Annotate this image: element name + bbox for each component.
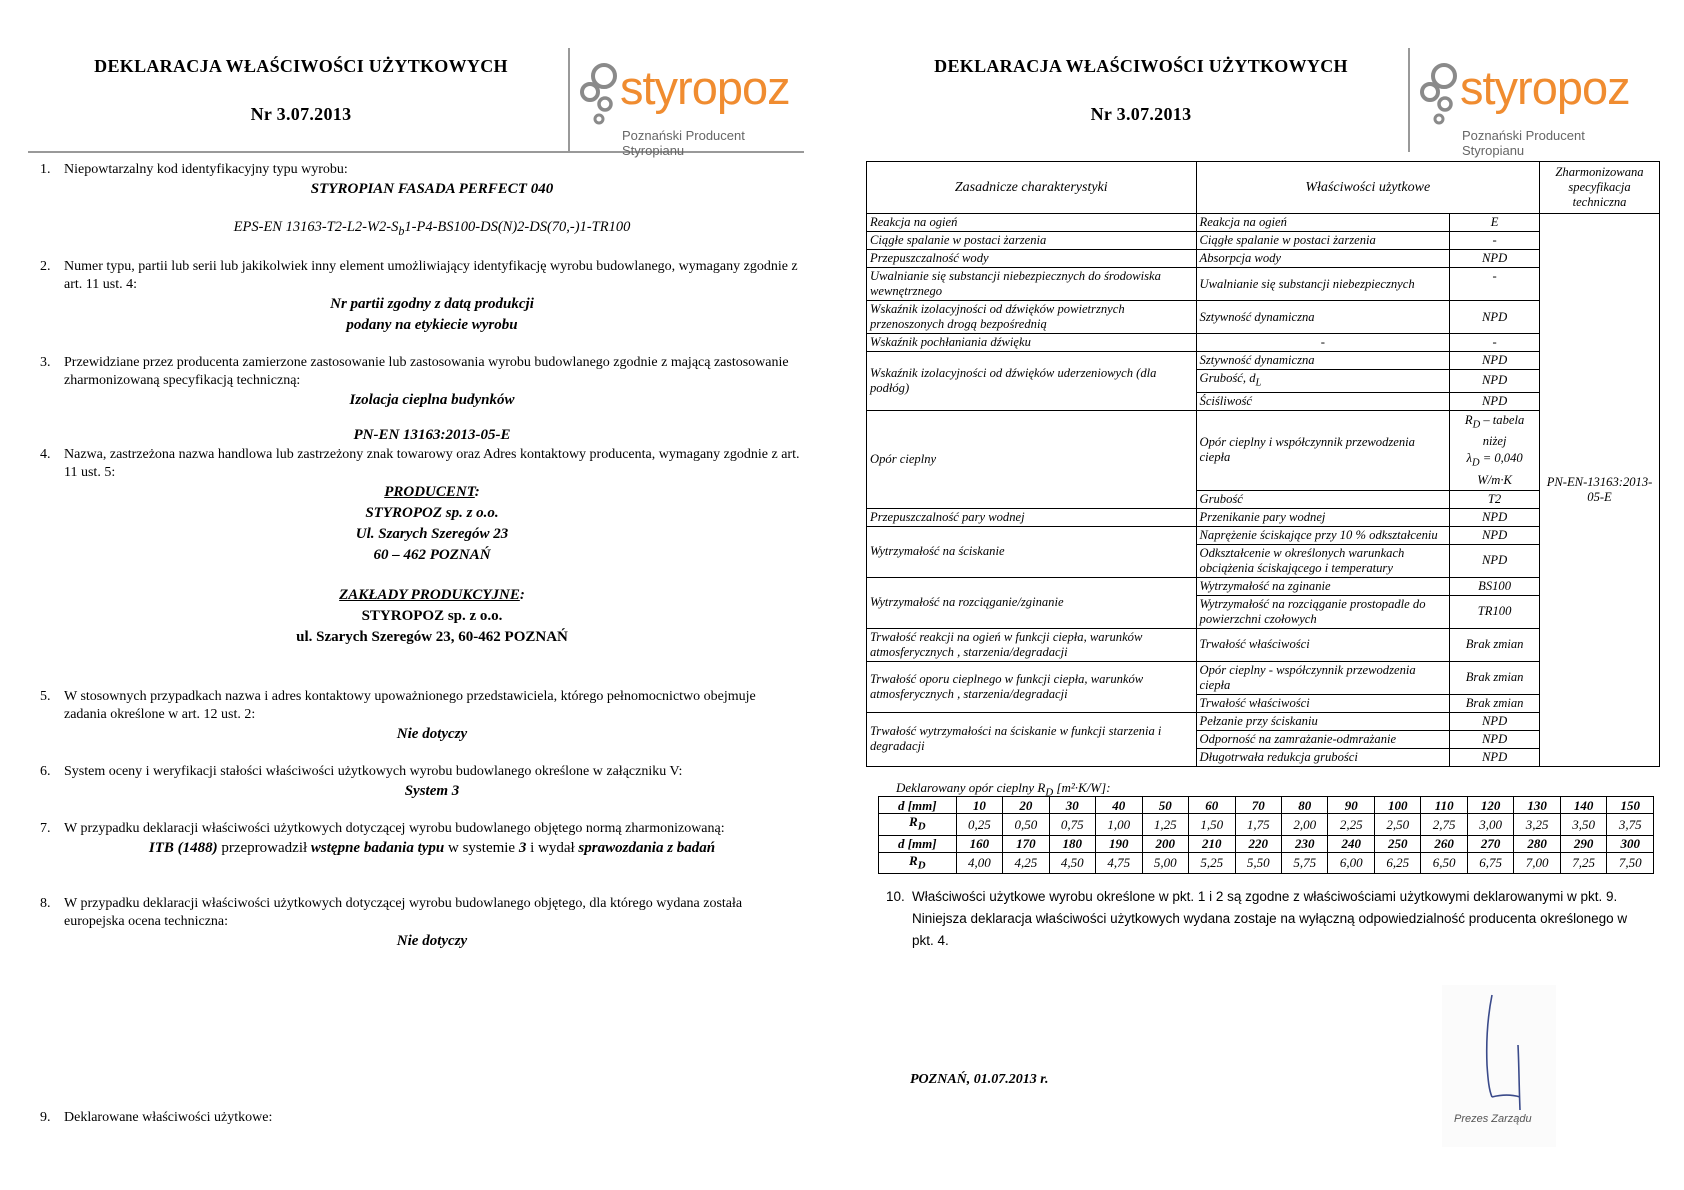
performance-cell: Absorpcja wody <box>1196 250 1450 268</box>
resistance-row <box>879 852 1654 874</box>
item-text: W stosownych przypadkach nazwa i adres kontaktowy upoważnionego przedstawiciela, którego pełnomocnictwo obejmuje zadania określone w art. 12 ust. 2: <box>64 688 756 722</box>
thickness-cell: 70 <box>1235 797 1281 814</box>
item-2 <box>40 258 800 336</box>
resistance-cell: 2,50 <box>1374 814 1420 836</box>
producer-name: STYROPOZ sp. z o.o. <box>365 504 499 521</box>
item-text: W przypadku deklaracji właściwości użytkowych dotyczącej wyrobu budowlanego objętego normą zharmonizowaną: <box>64 820 725 836</box>
styropoz-logo <box>578 56 800 158</box>
thickness-cell: 130 <box>1514 797 1560 814</box>
producer-label: PRODUCENT: <box>384 483 480 500</box>
cell-text: R <box>1464 412 1473 427</box>
resistance-cell: 0,25 <box>956 814 1002 836</box>
label-text: R <box>909 814 918 829</box>
performance-cell <box>1196 370 1450 393</box>
characteristic-cell: Wskaźnik pochłaniania dźwięku <box>867 334 1197 352</box>
row-label: d [mm] <box>879 797 957 814</box>
label-text: R <box>909 852 918 868</box>
thickness-cell: 160 <box>956 835 1002 852</box>
thickness-row <box>879 835 1654 852</box>
header-divider <box>568 48 570 152</box>
item-text: Deklarowane właściwości użytkowe: <box>64 1110 273 1125</box>
plants-label-text: ZAKŁADY PRODUKCYJNE <box>339 586 520 603</box>
resistance-cell: 6,50 <box>1421 852 1467 874</box>
value-cell: - <box>1450 334 1540 352</box>
item-text: System oceny i weryfikacji stałości właściwości użytkowych wyrobu budowlanego określone w załączniku V: <box>64 763 683 779</box>
characteristic-cell: Wskaźnik izolacyjności od dźwięków powietrznych przenoszonych drogą bezpośrednią <box>867 301 1197 334</box>
item-text: Przewidziane przez producenta zamierzone zastosowanie lub zastosowania wyrobu budowlanego zgodnie z mającą zastosowanie zharmonizowaną specyfikacją techniczną: <box>64 354 789 388</box>
characteristics-table <box>866 161 1660 767</box>
document-title: DEKLARACJA WŁAŚCIWOŚCI UŻYTKOWYCH <box>94 56 508 76</box>
resistance-cell: 4,25 <box>1003 852 1049 874</box>
thickness-cell: 220 <box>1235 835 1281 852</box>
item-number: 6. <box>40 763 51 779</box>
representative-value: Nie dotyczy <box>396 725 468 742</box>
item-4 <box>40 446 800 648</box>
code-sub: b <box>398 223 405 238</box>
value-cell: BS100 <box>1450 577 1540 595</box>
characteristic-cell: Trwałość wytrzymałości na ściskanie w funkcji starzenia i degradacji <box>867 712 1197 766</box>
thickness-cell: 230 <box>1281 835 1327 852</box>
resistance-cell: 4,50 <box>1049 852 1095 874</box>
performance-cell: Opór cieplny - współczynnik przewodzenia ciepła <box>1196 661 1450 694</box>
spec-cell: PN-EN-13163:2013-05-E <box>1540 214 1660 767</box>
resistance-cell: 5,25 <box>1189 852 1235 874</box>
caption-sub: D <box>1045 786 1054 799</box>
performance-cell: Trwałość właściwości <box>1196 628 1450 661</box>
bubbles-icon <box>578 62 626 132</box>
resistance-cell: 3,00 <box>1467 814 1513 836</box>
text-part: i wydał <box>526 839 579 856</box>
performance-cell: Opór cieplny i współczynnik przewodzenia ciepła <box>1196 410 1450 490</box>
declaration-items <box>40 161 800 1125</box>
item-6 <box>40 763 800 802</box>
thickness-cell: 260 <box>1421 835 1467 852</box>
performance-cell: Reakcja na ogień <box>1196 214 1450 232</box>
value-cell: NPD <box>1450 544 1540 577</box>
characteristic-cell: Przepuszczalność wody <box>867 250 1197 268</box>
characteristic-cell: Wytrzymałość na ściskanie <box>867 526 1197 577</box>
value-cell: NPD <box>1450 730 1540 748</box>
performance-cell: Sztywność dynamiczna <box>1196 352 1450 370</box>
resistance-cell: 6,00 <box>1328 852 1374 874</box>
thickness-cell: 80 <box>1281 797 1327 814</box>
thickness-cell: 110 <box>1421 797 1467 814</box>
resistance-cell: 3,50 <box>1560 814 1606 836</box>
performance-cell: Ciągłe spalanie w postaci żarzenia <box>1196 232 1450 250</box>
resistance-cell: 1,00 <box>1096 814 1142 836</box>
document-number: Nr 3.07.2013 <box>250 104 352 124</box>
characteristic-cell: Wskaźnik izolacyjności od dźwięków uderzeniowych (dla podłóg) <box>867 352 1197 411</box>
characteristic-cell: Trwałość reakcji na ogień w funkcji ciepła, warunków atmosferycznych , starzenia/degradacji <box>867 628 1197 661</box>
styropoz-logo <box>1418 56 1640 158</box>
signature-mark <box>1442 985 1556 1115</box>
resistance-row <box>879 814 1654 836</box>
resistance-cell: 3,25 <box>1514 814 1560 836</box>
thickness-cell: 10 <box>956 797 1002 814</box>
thickness-cell: 250 <box>1374 835 1420 852</box>
logo-wordmark: styropoz <box>620 61 790 114</box>
thickness-cell: 240 <box>1328 835 1374 852</box>
resistance-cell: 2,75 <box>1421 814 1467 836</box>
value-cell: NPD <box>1450 748 1540 766</box>
table-row <box>867 214 1660 232</box>
item-number: 1. <box>40 162 51 177</box>
thickness-cell: 120 <box>1467 797 1513 814</box>
thickness-cell: 190 <box>1096 835 1142 852</box>
thickness-cell: 280 <box>1514 835 1560 852</box>
assessment-system: System 3 <box>404 782 460 799</box>
value-cell: NPD <box>1450 301 1540 334</box>
thickness-cell: 300 <box>1607 835 1654 852</box>
value-cell: - <box>1450 268 1540 301</box>
product-name: STYROPIAN FASADA PERFECT 040 <box>310 181 554 197</box>
right-page <box>842 0 1684 1190</box>
column-header: Właściwości użytkowe <box>1196 162 1540 214</box>
resistance-cell: 5,75 <box>1281 852 1327 874</box>
thickness-row <box>879 797 1654 814</box>
label-sub: D <box>917 859 926 872</box>
product-code <box>64 218 800 240</box>
header-divider <box>1408 48 1410 152</box>
signature-label: Prezes Zarządu <box>1454 1113 1532 1125</box>
item-number: 7. <box>40 820 51 836</box>
performance-cell: Pełzanie przy ściskaniu <box>1196 712 1450 730</box>
item-number: 3. <box>40 354 51 370</box>
resistance-cell: 0,75 <box>1049 814 1095 836</box>
value-cell: NPD <box>1450 352 1540 370</box>
cell-sub: D <box>1472 419 1481 431</box>
conformity-statement <box>886 886 1646 952</box>
thickness-cell: 140 <box>1560 797 1606 814</box>
text-part: 3 <box>518 839 527 856</box>
place-and-date: POZNAŃ, 01.07.2013 r. <box>910 1072 1049 1087</box>
value-cell: - <box>1450 232 1540 250</box>
item-number: 5. <box>40 688 51 704</box>
value-cell: NPD <box>1450 370 1540 393</box>
item-text: W przypadku deklaracji właściwości użytkowych dotyczącej wyrobu budowlanego objętego, dla którego wydana została europejska ocena techniczna: <box>64 895 743 929</box>
thickness-cell: 30 <box>1049 797 1095 814</box>
thickness-cell: 170 <box>1003 835 1049 852</box>
value-cell: T2 <box>1450 490 1540 508</box>
characteristic-cell: Opór cieplny <box>867 410 1197 508</box>
plants-label: ZAKŁADY PRODUKCYJNE: <box>339 586 525 603</box>
resistance-cell: 4,75 <box>1096 852 1142 874</box>
row-label <box>879 852 957 874</box>
text-part: wstępne badania typu <box>310 839 445 856</box>
item-number: 2. <box>40 258 51 274</box>
performance-cell: Naprężenie ściskające przy 10 % odkształceniu <box>1196 526 1450 544</box>
resistance-cell: 7,00 <box>1514 852 1560 874</box>
performance-cell: Grubość <box>1196 490 1450 508</box>
value-cell: Brak zmian <box>1450 694 1540 712</box>
resistance-cell: 3,75 <box>1607 814 1654 836</box>
cell-text: = 0,040 W/m·K <box>1477 451 1523 487</box>
label-sub: D <box>917 820 926 833</box>
thickness-cell: 150 <box>1607 797 1654 814</box>
resistance-cell: 7,25 <box>1560 852 1606 874</box>
value-cell: NPD <box>1450 526 1540 544</box>
item-number: 8. <box>40 895 51 911</box>
performance-cell: Długotrwała redukcja grubości <box>1196 748 1450 766</box>
item-number: 10. <box>886 889 905 904</box>
resistance-cell: 6,25 <box>1374 852 1420 874</box>
value-cell: NPD <box>1450 250 1540 268</box>
characteristic-cell: Uwalnianie się substancji niebezpiecznych do środowiska wewnętrznego <box>867 268 1197 301</box>
row-label <box>879 814 957 836</box>
cell-text: λ <box>1466 451 1472 466</box>
logo-wordmark: styropoz <box>1460 61 1630 114</box>
signature-block <box>1442 985 1556 1147</box>
thickness-cell: 50 <box>1142 797 1188 814</box>
value-cell: E <box>1450 214 1540 232</box>
thickness-cell: 290 <box>1560 835 1606 852</box>
resistance-cell: 5,00 <box>1142 852 1188 874</box>
left-header <box>28 48 804 158</box>
resistance-cell: 2,25 <box>1328 814 1374 836</box>
characteristic-cell <box>867 214 1197 232</box>
resistance-cell: 7,50 <box>1607 852 1654 874</box>
text-part: sprawozdania z badań <box>578 839 716 856</box>
column-header: Zasadnicze charakterystyki <box>867 162 1197 214</box>
item-text: Niepowtarzalny kod identyfikacyjny typu wyrobu: <box>64 162 348 177</box>
caption-text: Deklarowany opór cieplny R <box>896 780 1046 795</box>
item-9 <box>40 1109 272 1127</box>
thickness-cell: 100 <box>1374 797 1420 814</box>
item-text: Niniejsza deklaracja właściwości użytkowych wydana zostaje na wyłączną odpowiedzialność producenta określonego w pkt. 4. <box>912 911 1628 948</box>
producer-city: 60 – 462 POZNAŃ <box>373 546 491 563</box>
caption-end: [m²·K/W]: <box>1053 780 1111 795</box>
intended-use: Izolacja cieplna budynków <box>349 391 515 408</box>
resistance-cell: 6,75 <box>1467 852 1513 874</box>
item-5 <box>40 688 800 745</box>
performance-cell: Odporność na zamrażanie-odmrażanie <box>1196 730 1450 748</box>
value-cell: NPD <box>1450 392 1540 410</box>
batch-info: Nr partii zgodny z datą produkcji <box>330 295 534 312</box>
thickness-cell: 200 <box>1142 835 1188 852</box>
bubbles-icon <box>1418 62 1466 132</box>
value-cell: Brak zmian <box>1450 661 1540 694</box>
thickness-cell: 180 <box>1049 835 1095 852</box>
thickness-cell: 270 <box>1467 835 1513 852</box>
batch-info-2: podany na etykiecie wyrobu <box>346 316 518 333</box>
resistance-cell: 1,25 <box>1142 814 1188 836</box>
item-3 <box>40 354 800 446</box>
value-cell: Brak zmian <box>1450 628 1540 661</box>
code-end: 1-P4-BS100-DS(N)2-DS(70,-)1-TR100 <box>404 219 631 235</box>
thickness-cell: 90 <box>1328 797 1374 814</box>
right-header <box>868 48 1644 158</box>
value-cell: NPD <box>1450 508 1540 526</box>
item-8 <box>40 895 800 952</box>
resistance-cell: 1,50 <box>1189 814 1235 836</box>
item-number: 4. <box>40 446 51 462</box>
characteristic-cell: Wytrzymałość na rozciąganie/zginanie <box>867 577 1197 628</box>
performance-cell: Przenikanie pary wodnej <box>1196 508 1450 526</box>
performance-cell: - <box>1196 334 1450 352</box>
thickness-cell: 40 <box>1096 797 1142 814</box>
cell-text: – tabela niżej <box>1480 412 1525 449</box>
performance-cell: Wytrzymałość na rozciąganie prostopadle do powierzchni czołowych <box>1196 595 1450 628</box>
text-part: przeprowadził <box>217 839 311 856</box>
performance-cell: Ściśliwość <box>1196 392 1450 410</box>
value-cell: TR100 <box>1450 595 1540 628</box>
value-cell <box>1450 410 1540 490</box>
logo-tagline: Poznański Producent Styropianu <box>1462 128 1585 158</box>
item-text: Numer typu, partii lub serii lub jakikolwiek inny element umożliwiający identyfikację wyrobu budowlanego, wymagany zgodnie z art. 11 ust. 4: <box>64 258 798 292</box>
plant-address: ul. Szarych Szeregów 23, 60-462 POZNAŃ <box>296 628 568 645</box>
document-title: DEKLARACJA WŁAŚCIWOŚCI UŻYTKOWYCH <box>934 56 1348 76</box>
performance-cell: Uwalnianie się substancji niebezpiecznych <box>1196 268 1450 301</box>
cell-sub: L <box>1255 377 1262 389</box>
cell-sub: D <box>1471 457 1480 469</box>
value-cell: NPD <box>1450 712 1540 730</box>
resistance-cell: 2,00 <box>1281 814 1327 836</box>
producer-street: Ul. Szarych Szeregów 23 <box>355 525 509 542</box>
column-header: Zharmonizowana specyfikacja techniczna <box>1540 162 1660 214</box>
characteristic-cell: Ciągłe spalanie w postaci żarzenia <box>867 232 1197 250</box>
item-1 <box>40 161 800 240</box>
thickness-cell: 20 <box>1003 797 1049 814</box>
thickness-cell: 60 <box>1189 797 1235 814</box>
resistance-cell: 5,50 <box>1235 852 1281 874</box>
characteristic-cell: Przepuszczalność pary wodnej <box>867 508 1197 526</box>
logo-tagline: Poznański Producent Styropianu <box>622 128 745 158</box>
item-10 <box>886 886 1646 952</box>
producer-label-text: PRODUCENT <box>384 483 475 500</box>
resistance-cell: 4,00 <box>956 852 1002 874</box>
performance-cell: Odkształcenie w określonych warunkach obciążenia ściskającego i temperatury <box>1196 544 1450 577</box>
resistance-cell: 1,75 <box>1235 814 1281 836</box>
thermal-resistance-table <box>878 796 1654 874</box>
cell-text: Grubość, d <box>1199 371 1256 385</box>
document-number: Nr 3.07.2013 <box>1090 104 1192 124</box>
notified-body-line <box>64 838 800 859</box>
characteristic-cell: Trwałość oporu cieplnego w funkcji ciepła, warunków atmosferycznych , starzenia/degradacji <box>867 661 1197 712</box>
item-7 <box>40 820 800 859</box>
table-header-row <box>867 162 1660 214</box>
cell-text: Reakcja na ogień <box>870 215 958 229</box>
row-label: d [mm] <box>879 835 957 852</box>
item-number: 9. <box>40 1110 51 1125</box>
item-text: Nazwa, zastrzeżona nazwa handlowa lub zastrzeżony znak towarowy oraz Adres kontaktowy producenta, wymagany zgodnie z art. 11 ust. 5: <box>64 446 800 480</box>
eta-value: Nie dotyczy <box>396 932 468 949</box>
resistance-cell: 0,50 <box>1003 814 1049 836</box>
performance-cell: Sztywność dynamiczna <box>1196 301 1450 334</box>
code-part: EPS-EN 13163-T2-L2-W2-S <box>233 219 399 235</box>
performance-cell: Trwałość właściwości <box>1196 694 1450 712</box>
item-text: Właściwości użytkowe wyrobu określone w pkt. 1 i 2 są zgodne z właściwościami użytkowymi deklarowanymi w pkt. 9. <box>912 889 1618 904</box>
thickness-cell: 210 <box>1189 835 1235 852</box>
standard-ref: PN-EN 13163:2013-05-E <box>353 426 511 443</box>
notified-body: ITB (1488) <box>148 839 218 856</box>
text-part: w systemie <box>444 839 519 856</box>
performance-cell: Wytrzymałość na zginanie <box>1196 577 1450 595</box>
plant-name: STYROPOZ sp. z o.o. <box>361 607 503 624</box>
